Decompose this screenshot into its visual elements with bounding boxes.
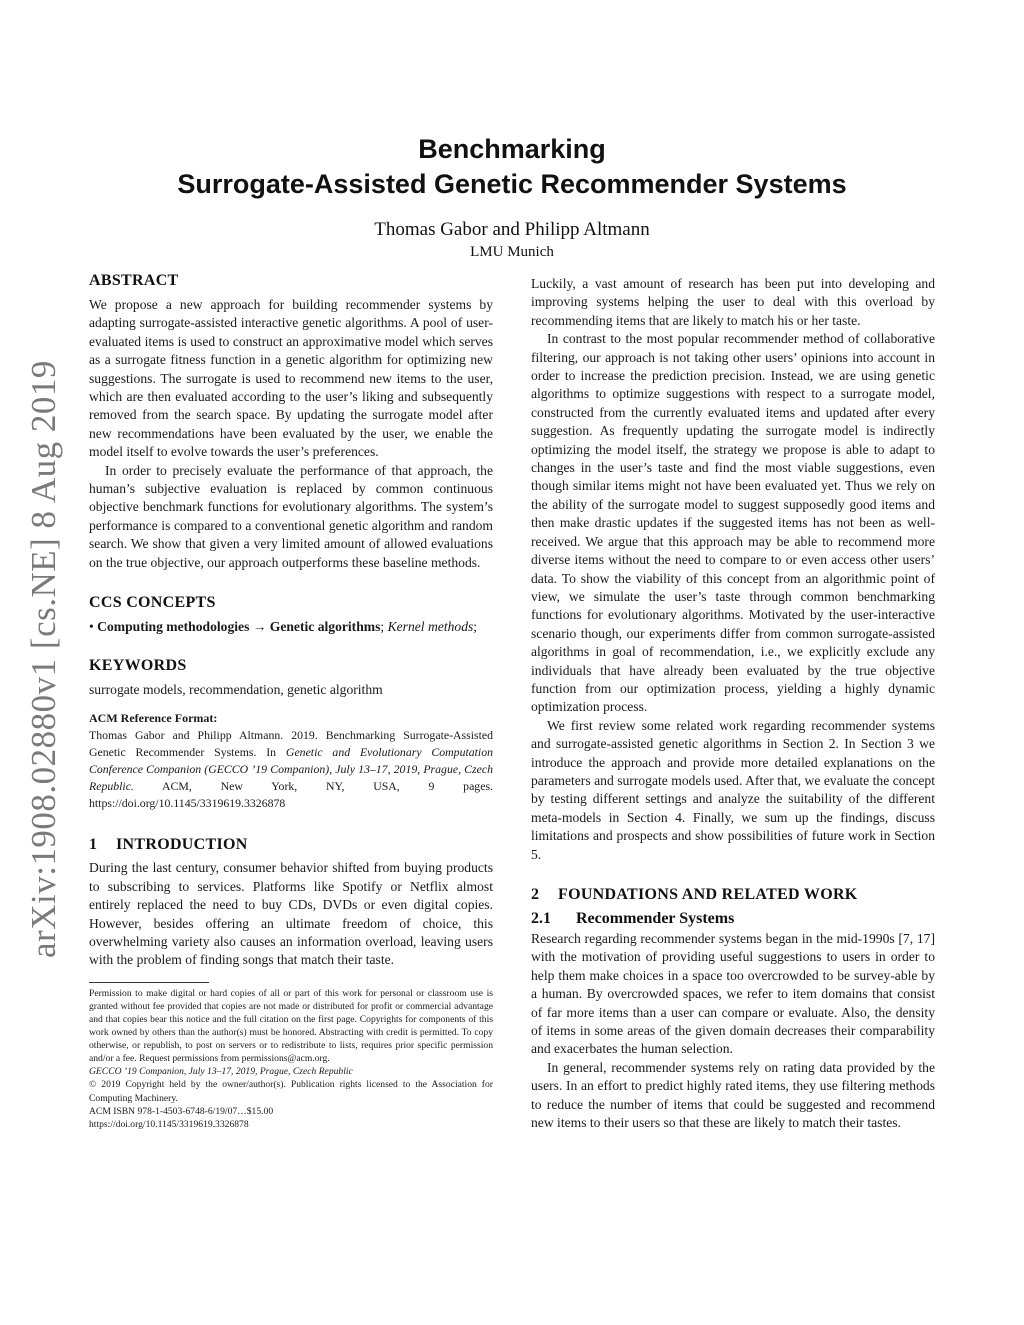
affiliation: LMU Munich	[470, 244, 554, 260]
acm-ref-part1: Thomas Gabor and Philipp Altmann. 2019. Benchmarking Surrogate-Assisted Genetic Recommender Systems. In	[89, 728, 493, 760]
intro-title: INTRODUCTION	[116, 836, 248, 854]
title-line-2: Surrogate-Assisted Genetic Recommender Systems	[177, 169, 847, 199]
abstract-paragraph-2: In order to precisely evaluate the performance of that approach, the human’s subjective evaluation is replaced by common continuous objective benchmark functions for evolutionary algorithms. The system’s performance is compared to a conventional genetic algorithm and random search. We show that given a very limited amount of allowed evaluations on the true objective, our approach outperforms these baseline methods.	[89, 462, 493, 570]
footnote-permission: Permission to make digital or hard copies of all or part of this work for personal or classroom use is granted without fee provided that copies are not made or distributed for profit or commercial advantage and that copies bear this notice and the full citation on the first page. Copyrights for components of this work owned by others than the author(s) must be honored. Abstracting with credit is permitted. To copy otherwise, or republish, to post on servers or to redistribute to lists, requires prior specific permission and/or a fee. Request permissions from permissions@acm.org.	[89, 987, 493, 1065]
ccs-kernel: Kernel methods	[387, 619, 474, 635]
acm-reference	[89, 709, 493, 812]
acm-ref-part2: ACM, New York, NY, USA, 9 pages. https://doi.org/10.1145/3319619.3326878	[89, 779, 493, 811]
acm-ref-heading: ACM Reference Format:	[89, 710, 218, 725]
recommender-number: 2.1	[531, 910, 551, 927]
intro-number: 1	[89, 836, 98, 854]
acm-ref-text	[89, 727, 493, 812]
foundations-paragraph-1: Research regarding recommender systems began in the mid-1990s [7, 17] with the motivation of providing useful suggestions to users in order to help them make choices in a space too overcrowded to be survey-able by a human. By overcrowded spaces, we refer to item domains that consist of far more items than a user can compare or evaluate. Also, the density of items in some areas of the given domain decreases their comparability and exacerbates the human selection.	[531, 931, 935, 1057]
foundations-paragraph-2: In general, recommender systems rely on rating data provided by the users. In an effort to predict highly rated items, they use filtering methods to reduce the number of items that could be suggested and recommend new items to their users so that these are likely to match their tastes.	[531, 1059, 935, 1131]
keywords-heading: KEYWORDS	[89, 656, 187, 674]
intro-paragraph-1: During the last century, consumer behavior shifted from buying products to subscribing to services. Platforms like Spotify or Netflix almost entirely replaced the need to buy CDs, DVDs or even digital copies. However, besides offering an ultimate freedom of choice, this overwhelming variety also causes an information overload, leaving users with the problem of finding songs that match their taste.	[89, 860, 493, 968]
keywords-text: surrogate models, recommendation, genetic algorithm	[89, 681, 383, 697]
footnote-block	[89, 982, 493, 1131]
abstract-heading: ABSTRACT	[89, 272, 179, 289]
authors: Thomas Gabor and Philipp Altmann	[374, 219, 650, 240]
ccs-heading: CCS CONCEPTS	[89, 594, 216, 612]
footnote-rule	[89, 982, 209, 983]
ccs-genetic: Genetic algorithms	[269, 619, 381, 635]
footnote-venue-text: GECCO ’19 Companion, July 13–17, 2019, Prague, Czech Republic	[89, 1066, 353, 1078]
footnote-doi: https://doi.org/10.1145/3319619.3326878	[89, 1118, 249, 1130]
footnote-copyright: © 2019 Copyright held by the owner/author(s). Publication rights licensed to the Association for Computing Machinery.	[89, 1079, 493, 1104]
ccs-semicolon: ;	[380, 619, 385, 635]
title-line-1: Benchmarking	[418, 134, 606, 164]
recommender-subheading	[531, 910, 935, 928]
intro-paragraph-2: Luckily, a vast amount of research has been put into developing and improving systems helping the user to deal with this overload by recommending items that are likely to match his or her taste.	[531, 276, 935, 328]
left-column	[89, 272, 493, 1131]
footnote-venue	[89, 1065, 493, 1078]
arxiv-stamp: arXiv:1908.02880v1 [cs.NE] 8 Aug 2019	[24, 360, 63, 958]
footnote-isbn: ACM ISBN 978-1-4503-6748-6/19/07…$15.00	[89, 1105, 274, 1117]
right-column	[531, 275, 935, 1132]
ccs-computing: Computing methodologies	[97, 619, 250, 635]
foundations-number: 2	[531, 886, 540, 903]
ccs-tail: ;	[473, 619, 478, 635]
abstract-paragraph-1: We propose a new approach for building recommender systems by adapting surrogate-assisted interactive genetic algorithms. A pool of user-evaluated items is used to construct an approximative model which serves as a surrogate fitness function in a genetic algorithm for optimizing new suggestions. The surrogate is used to recommend new items to the user, which are then evaluated according to the user’s liking and subsequently removed from the search space. By updating the surrogate model after new recommendations have been evaluated by the user, we enable the model itself to evolve towards the user’s preferences.	[89, 297, 493, 460]
intro-paragraph-4: We first review some related work regarding recommender systems and surrogate-assisted genetic algorithms in Section 2. In Section 3 we introduce the approach and provide more detailed explanations on the parameters and surrogate models used. After that, we evaluate the concept by testing different settings and analyze the suitability of the different meta-models in Section 4. Finally, we sum up the findings, discuss limitations and prospects and show possibilities of future work in Section 5.	[531, 717, 935, 862]
intro-heading	[89, 836, 493, 854]
recommender-title: Recommender Systems	[576, 910, 735, 927]
intro-paragraph-3: In contrast to the most popular recommender method of collaborative filtering, our approach is not taking other users’ opinions into account in order to increase the prediction precision. Instead, we are using genetic algorithms to optimize suggestions with respect to a surrogate model, constructed from the currently evaluated items and updated after every suggestion. As frequently updating the surrogate model is indirectly optimizing the model itself, the strategy we propose is able to adapt to changes in the user’s taste and find the most viable suggestions, even though similar items might not have been evaluated yet. Thus we rely on the ability of the surrogate model to suggest supposedly good items and then make drastic updates if the suggested items has not been as well-received. We argue that this approach may be able to recommend more diverse items without the need to compare to or even access other users’ data. To show the viability of this concept from an algorithmic point of view, we simulate the user’s taste through common benchmarking functions for evolutionary algorithms. Motivated by the user-interactive scenario though, our experiments differ from common surrogate-assisted algorithms in goal of recommendation, i.e., we explicitly exclude any individuals that have already been evaluated by the true objective function from our optimization process, yielding a highly dynamic optimization process.	[531, 331, 935, 715]
foundations-heading	[531, 886, 935, 904]
ccs-concepts	[89, 618, 493, 636]
foundations-title: FOUNDATIONS AND RELATED WORK	[558, 886, 858, 903]
paper-title	[0, 132, 1024, 202]
ccs-arrow: →	[252, 619, 267, 635]
ccs-bullet: •	[89, 619, 94, 635]
acm-ref-venue: Genetic and Evolutionary Computation Conference Companion (GECCO ’19 Companion), July 13–17, 2019, Prague, Czech Republic.	[89, 745, 493, 794]
